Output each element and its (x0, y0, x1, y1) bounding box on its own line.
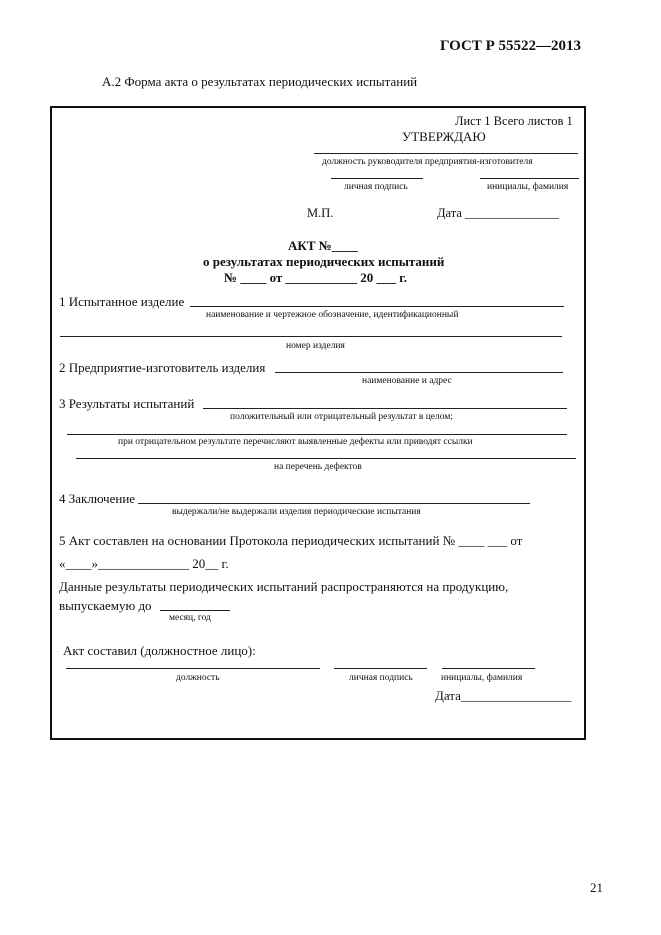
item1-line (190, 306, 564, 307)
item1-label: 1 Испытанное изделие (59, 294, 185, 309)
item2-line (275, 372, 563, 373)
act-number-date: № ____ от ___________ 20 ___ г. (224, 270, 407, 285)
section-title: А.2 Форма акта о результатах периодических испытаний (102, 74, 418, 89)
head-initials-caption: инициалы, фамилия (487, 182, 569, 192)
composer-signature-caption: личная подпись (349, 673, 413, 683)
composer-signature-line (334, 668, 427, 669)
approve-label: УТВЕРЖДАЮ (402, 129, 486, 144)
extent-line-2: выпускаемую до (59, 598, 152, 613)
item3-line-3 (76, 458, 576, 459)
item2-label: 2 Предприятие-изготовитель изделия (59, 360, 266, 375)
item4-line (138, 503, 530, 504)
extent-caption: месяц, год (169, 613, 211, 623)
head-position-line (314, 153, 578, 154)
sheet-info: Лист 1 Всего листов 1 (455, 114, 573, 128)
composer-initials-caption: инициалы, фамилия (441, 673, 523, 683)
head-signature-caption: личная подпись (344, 182, 408, 192)
extent-line-1: Данные результаты периодических испытаний распространяются на продукцию, (59, 579, 509, 594)
seal-label: М.П. (307, 206, 334, 220)
act-title: АКТ №____ (288, 238, 358, 253)
item1-caption-1: наименование и чертежное обозначение, идентификационный (206, 310, 459, 320)
head-position-caption: должность руководителя предприятия-изготовителя (322, 157, 533, 167)
item4-caption: выдержали/не выдержали изделия периодические испытания (172, 507, 421, 517)
item3-line (203, 408, 567, 409)
item3-caption-1: положительный или отрицательный результат в целом; (230, 412, 453, 422)
approval-date: Дата _______________ (437, 206, 559, 220)
item1-caption-2: номер изделия (286, 341, 345, 351)
item1-line-2 (60, 336, 562, 337)
standard-number: ГОСТ Р 55522—2013 (440, 38, 582, 54)
item3-label: 3 Результаты испытаний (59, 396, 195, 411)
act-subtitle: о результатах периодических испытаний (203, 254, 445, 269)
item2-caption: наименование и адрес (362, 376, 452, 386)
item4-label: 4 Заключение (59, 491, 136, 506)
composer-initials-line (442, 668, 535, 669)
item3-caption-2: при отрицательном результате перечисляют выявленные дефекты или приводят ссылки (118, 437, 473, 447)
item5-text: 5 Акт составлен на основании Протокола периодических испытаний № ____ ___ от (59, 533, 523, 548)
composer-position-caption: должность (176, 673, 220, 683)
composer-date: Дата_________________ (435, 688, 572, 703)
composer-position-line (66, 668, 320, 669)
item5-date: «____»______________ 20__ г. (59, 556, 229, 571)
extent-date-line (160, 610, 230, 611)
head-initials-line (480, 178, 579, 179)
item3-caption-3: на перечень дефектов (274, 462, 362, 472)
head-signature-line (331, 178, 423, 179)
composer-label: Акт составил (должностное лицо): (63, 643, 256, 658)
page-number: 21 (590, 880, 603, 895)
item3-line-2 (67, 434, 567, 435)
